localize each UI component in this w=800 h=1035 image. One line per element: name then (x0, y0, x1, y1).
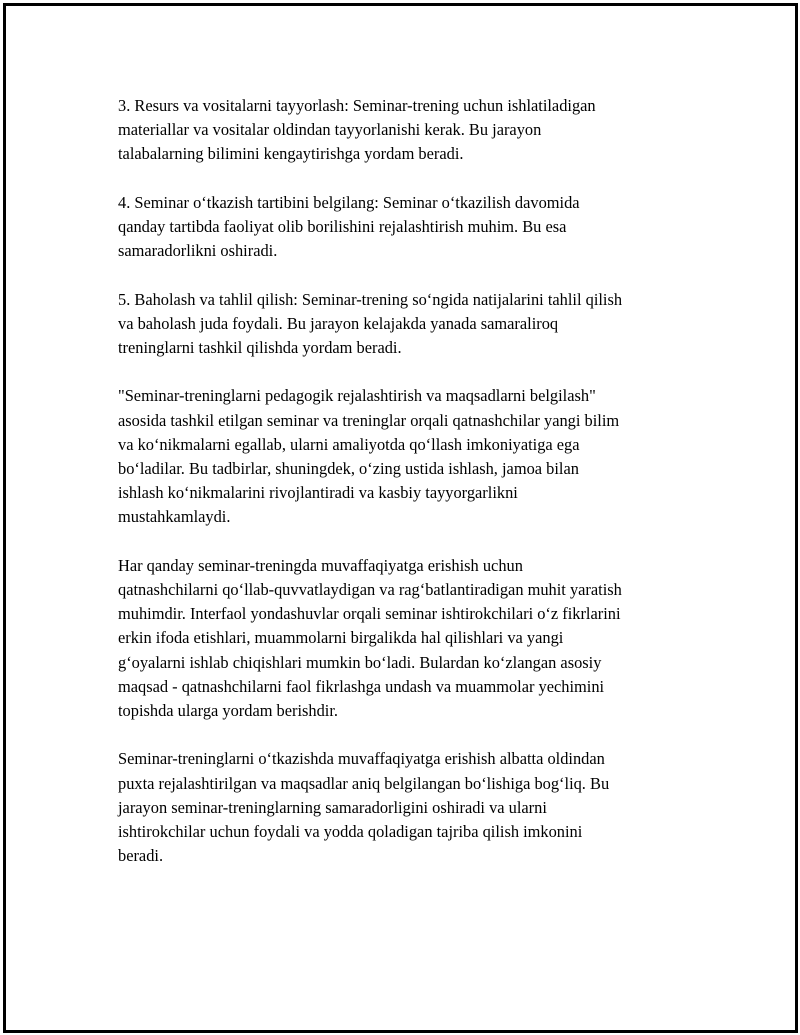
paragraph-resources: 3. Resurs va vositalarni tayyorlash: Seminar-trening uchun ishlatiladigan materiallar va vositalar oldindan tayyorlanishi kerak. Bu jarayon talabalarning bilimini kengaytirishga yordam beradi. (118, 96, 596, 164)
paragraph-conclusion: Seminar-treninglarni o‘tkazishda muvaffaqiyatga erishish albatta oldindan puxta rejalashtirilgan va maqsadlar aniq belgilangan bo‘lishiga bog‘liq. Bu jarayon seminar-treninglarning samaradorligini oshiradi va ularni ishtirokchilar uchun foydali va yodda qoladigan tajriba qilish imkonini beradi. (118, 749, 610, 866)
document-body (118, 94, 698, 893)
paragraph-pedagogical-planning: "Seminar-treninglarni pedagogik rejalashtirish va maqsadlarni belgilash" asosida tashkil etilgan seminar va treninglar orqali qatnashchilar yangi bilim va ko‘nikmalarni egallab, ularni amaliyotda qo‘llash imkoniyatiga ega bo‘ladilar. Bu tadbirlar, shuningdek, o‘zing ustida ishlash, jamoa bilan ishlash ko‘nikmalarini rivojlantiradi va kasbiy tayyorgarlikni mustahkamlaydi. (118, 386, 620, 527)
paragraph-seminar-order: 4. Seminar o‘tkazish tartibini belgilang: Seminar o‘tkazilish davomida qanday tartibda faoliyat olib borilishini rejalashtirish muhim. Bu esa samaradorlikni oshiradi. (118, 192, 580, 261)
paragraph-success-environment: Har qanday seminar-treningda muvaffaqiyatga erishish uchun qatnashchilarni qo‘llab-quvvatlaydigan va rag‘batlantiradigan muhit yaratish muhimdir. Interfaol yondashuvlar orqali seminar ishtirokchilari o‘z fikrlarini erkin ifoda etishlari, muammolarni birgalikda hal qilishlari va yangi g‘oyalarni ishlab chiqishlari mumkin bo‘ladi. Bulardan ko‘zlangan asosiy maqsad - qatnashchilarni faol fikrlashga undash va muammolar yechimini topishda ularga yordam berishdir. (118, 555, 622, 721)
paragraph-evaluation: 5. Baholash va tahlil qilish: Seminar-trening so‘ngida natijalarini tahlil qilish va baholash juda foydali. Bu jarayon kelajakda yanada samaraliroq treninglarni tashkil qilishda yordam beradi. (118, 289, 623, 357)
